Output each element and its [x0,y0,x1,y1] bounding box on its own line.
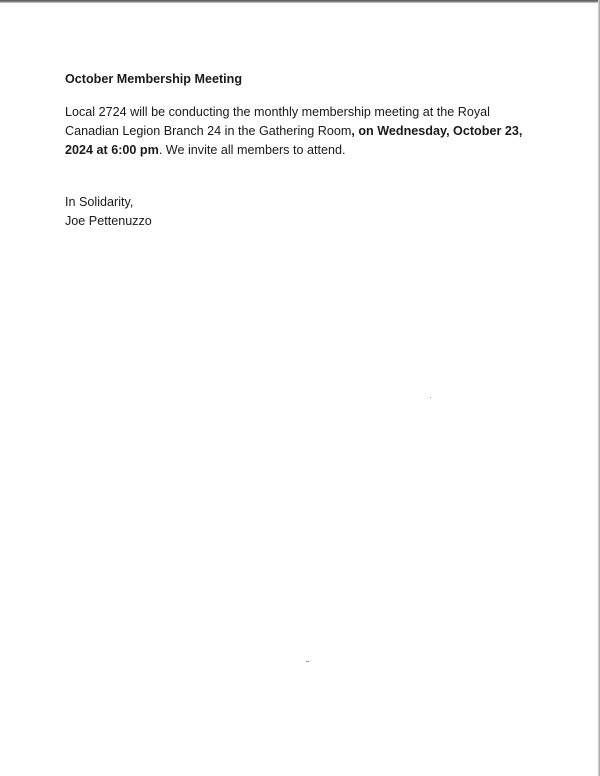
letter-body [65,103,535,160]
body-meeting-date: , on Wednesday, October 23, 2024 at 6:00 pm [65,124,523,157]
letter-signer: Joe Pettenuzzo [65,214,152,228]
scan-top-edge [0,0,600,3]
letter-heading: October Membership Meeting [65,72,243,86]
scan-speck [430,397,431,398]
body-end: . We invite all members to attend. [158,143,346,157]
scan-speck [306,661,309,662]
letter-closing: In Solidarity, [65,195,134,209]
body-intro: Local 2724 will be conducting the monthly membership meeting at the Royal Canadian Legion Branch 24 in the Gathering Room [65,105,490,138]
letter-content [65,70,535,231]
